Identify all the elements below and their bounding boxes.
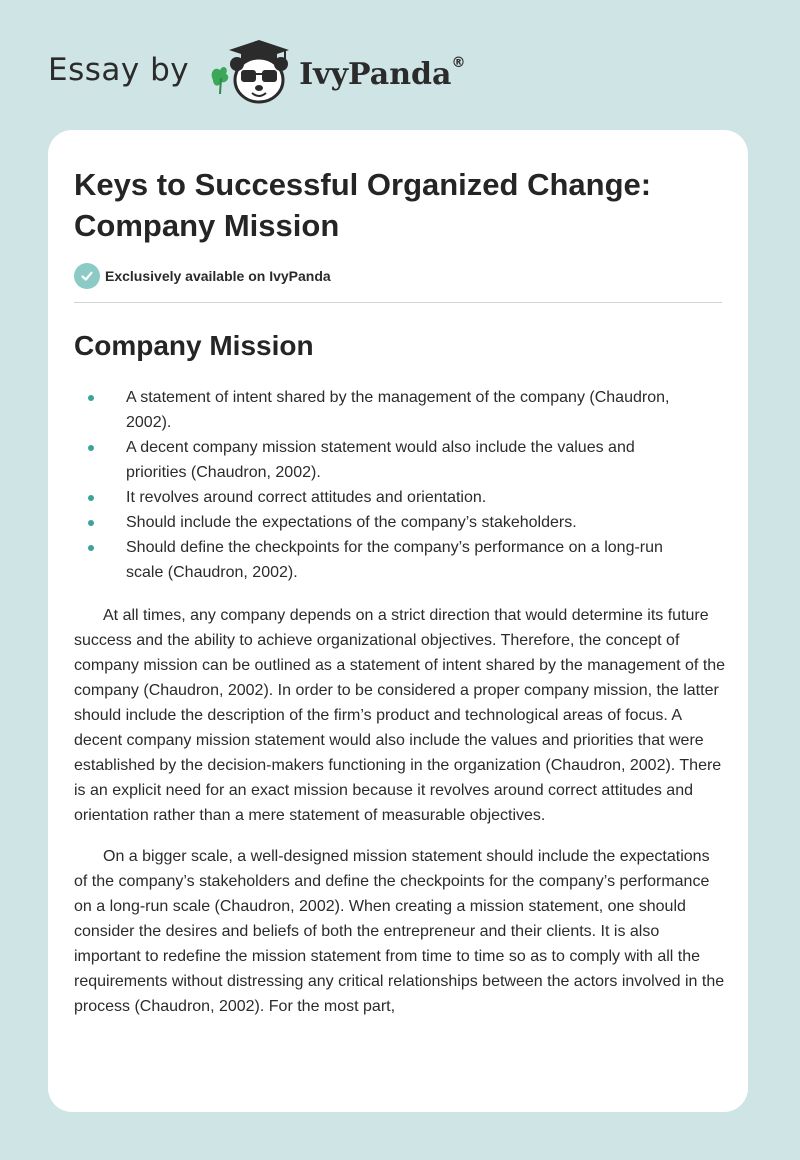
bullet-icon [88,520,94,526]
panda-graduate-icon[interactable] [207,36,293,108]
essay-card [48,130,748,1112]
brand-name[interactable]: IvyPanda® [299,54,466,92]
registered-mark: ® [451,54,466,71]
list-item: A statement of intent shared by the management of the company (Chaudron, 2002). [74,385,694,435]
bullet-icon [88,495,94,501]
badge-text: Exclusively available on IvyPanda [105,268,331,284]
exclusive-badge [74,262,722,290]
divider [74,302,722,303]
bullet-icon [88,445,94,451]
list-item: Should define the checkpoints for the company’s performance on a long-run scale (Chaudron, 2002). [74,535,694,585]
body-paragraph: On a bigger scale, a well-designed mission statement should include the expectations of the company’s stakeholders and define the checkpoints for the company’s performance on a long-run scale (Chaudron, 2002). When creating a mission statement, one should consider the desires and beliefs of both the entrepreneur and their clients. It is also important to redefine the mission statement from time to time so as to comply with all the requirements without distressing any critical relationships between the actors involved in the process (Chaudron, 2002). For the most part, [74,848,725,1015]
check-icon [74,263,100,289]
bullet-list [74,385,694,585]
essay-by-label: Essay by [48,52,190,88]
list-item: It revolves around correct attitudes and orientation. [74,485,694,510]
site-header [48,36,465,108]
list-item: A decent company mission statement would also include the values and priorities (Chaudron, 2002). [74,435,694,485]
section-heading: Company Mission [74,330,314,361]
bullet-icon [88,545,94,551]
list-item: Should include the expectations of the company’s stakeholders. [74,510,694,535]
bullet-icon [88,395,94,401]
page-title: Keys to Successful Organized Change: Company Mission [74,167,652,243]
body-paragraph: At all times, any company depends on a strict direction that would determine its future success and the ability to achieve organizational objectives. Therefore, the concept of company mission can be outlined as a statement of intent shared by the management of the company (Chaudron, 2002). In order to be considered a proper company mission, the latter should include the description of the firm’s product and technological areas of focus. A decent company mission statement would also include the values and priorities that were established by the decision-makers functioning in the organization (Chaudron, 2002). There is an explicit need for an exact mission because it revolves around correct attitudes and orientation rather than a mere statement of measurable objectives. [74,607,726,824]
